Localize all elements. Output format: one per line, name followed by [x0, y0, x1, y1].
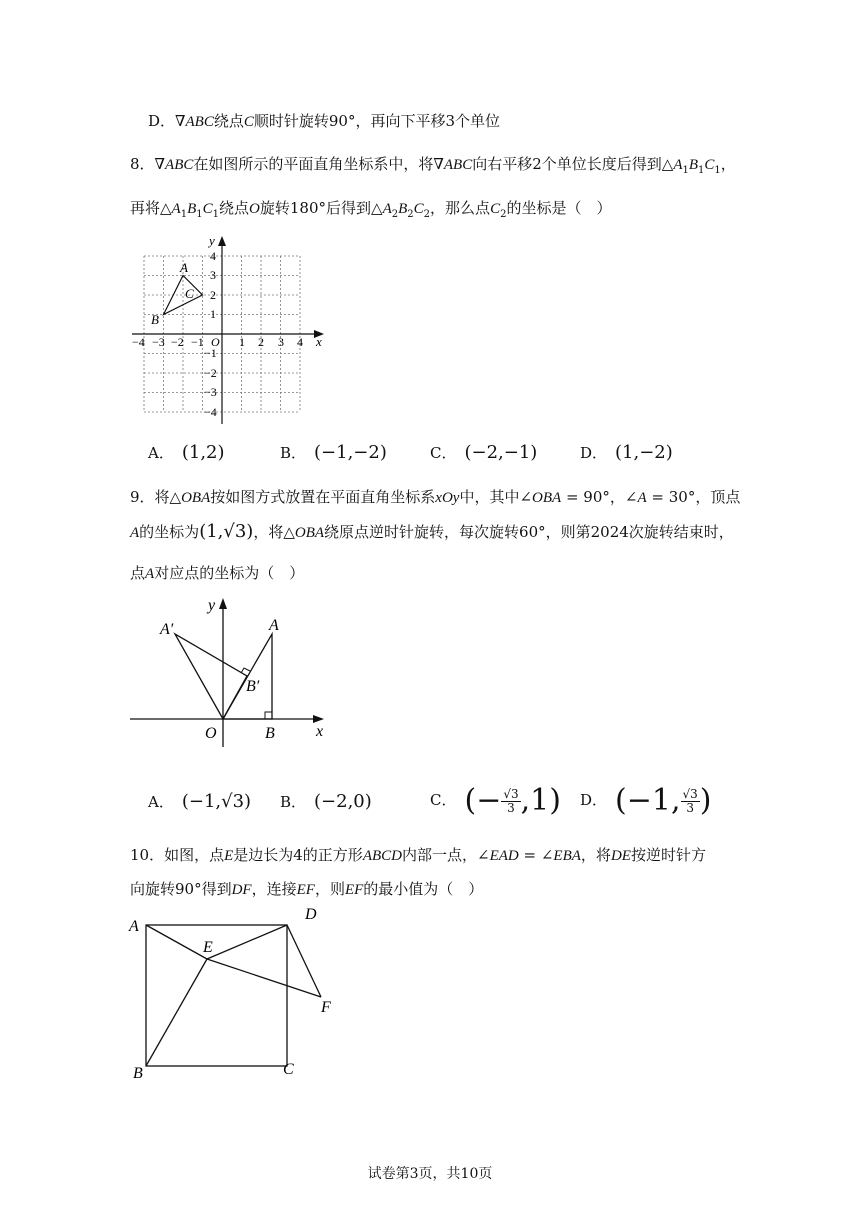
- svg-text:4: 4: [210, 249, 216, 263]
- q8-option-c[interactable]: C． (−2,−1): [430, 442, 538, 463]
- q10-square-graph: [125, 905, 350, 1085]
- q9-option-c[interactable]: C． (− $\frac{√3}{3}$ ,1): [430, 783, 561, 818]
- q8-option-d[interactable]: D． (1,−2): [580, 442, 673, 463]
- q9-stem-line3: 点A对应点的坐标为（ ）: [130, 564, 305, 582]
- svg-text:1: 1: [210, 307, 216, 321]
- q10-segment-ae: [146, 925, 207, 959]
- q9-rotation-graph: [128, 592, 343, 747]
- q10-stem-line2: 向旋转90°得到DF，连接EF，则EF的最小值为（ ）: [130, 880, 484, 898]
- q9-option-b[interactable]: B． (−2,0): [280, 791, 372, 812]
- svg-text:−1: −1: [191, 335, 204, 349]
- q10-f-label: F: [321, 999, 331, 1016]
- q8-x-tick-labels: [132, 335, 303, 349]
- q8-x-label: x: [316, 334, 322, 349]
- svg-text:3: 3: [210, 268, 216, 282]
- svg-text:2: 2: [258, 335, 264, 349]
- q10-segment-ef: [207, 959, 321, 997]
- q9-stem-line1: 9．将△OBA按如图方式放置在平面直角坐标系xOy中，其中∠OBA = 90°，∠A = 30°，顶点: [130, 488, 741, 506]
- svg-text:−3: −3: [152, 335, 165, 349]
- q9-right-angle-b: [265, 712, 272, 719]
- q8-y-arrow: [218, 236, 226, 246]
- q10-segment-de: [207, 925, 287, 959]
- svg-text:−3: −3: [204, 385, 217, 399]
- q9-b-label: B: [265, 725, 275, 742]
- q9-stem-line2: A的坐标为(1,√3)，将△OBA绕原点逆时针旋转，每次旋转60°，则第2024次旋转结束时，: [130, 521, 734, 542]
- q8-coordinate-graph: [128, 228, 338, 428]
- svg-text:−4: −4: [132, 335, 145, 349]
- q10-stem-line1: 10．如图，点E是边长为4的正方形ABCD内部一点，∠EAD = ∠EBA，将DE按逆时针方: [130, 846, 706, 864]
- q10-e-label: E: [203, 939, 213, 956]
- svg-text:−4: −4: [204, 405, 217, 419]
- q8-option-b[interactable]: B． (−1,−2): [280, 442, 387, 463]
- q10-d-label: D: [305, 906, 317, 923]
- q10-a-label: A: [129, 918, 139, 935]
- svg-text:4: 4: [297, 335, 303, 349]
- q9-x-label: x: [316, 723, 324, 740]
- q10-square-abcd: [146, 925, 287, 1066]
- q9-option-a[interactable]: A． (−1,√3): [148, 791, 252, 812]
- q9-option-d[interactable]: D． (−1, $\frac{√3}{3}$ ): [580, 783, 712, 818]
- q9-y-arrow: [219, 598, 227, 609]
- q9-a-prime-label: A′: [160, 621, 174, 638]
- q8-option-a[interactable]: A． (1,2): [148, 442, 225, 463]
- q7-option-d: D．∇ABC绕点C顺时针旋转90°，再向下平移3个单位: [148, 112, 501, 130]
- svg-text:−2: −2: [204, 366, 217, 380]
- q9-o-label: O: [205, 725, 217, 742]
- q10-segment-be: [146, 959, 207, 1066]
- q8-point-c-label: C: [185, 286, 194, 301]
- svg-text:O: O: [211, 335, 220, 349]
- page-footer: 试卷第3页，共10页: [367, 1166, 493, 1182]
- q10-segment-df: [287, 925, 321, 997]
- q10-c-label: C: [283, 1061, 294, 1078]
- svg-text:−2: −2: [171, 335, 184, 349]
- q9-y-label: y: [208, 597, 216, 614]
- svg-text:2: 2: [210, 288, 216, 302]
- q9-a-label: A: [269, 617, 279, 634]
- q8-y-label: y: [209, 233, 215, 248]
- q9-triangle-ob-prime-a-prime: [175, 634, 247, 719]
- q10-b-label: B: [133, 1065, 143, 1082]
- q9-b-prime-label: B′: [246, 678, 260, 695]
- q8-point-a-label: A: [180, 260, 188, 275]
- q8-point-b-label: B: [151, 312, 159, 327]
- svg-text:1: 1: [239, 335, 245, 349]
- q9-x-arrow: [313, 715, 324, 723]
- svg-text:3: 3: [278, 335, 284, 349]
- q8-stem-line1: 8．∇ABC在如图所示的平面直角坐标系中，将∇ABC向右平移2个单位长度后得到$\triangle A_1B_1C_1$，: [130, 155, 736, 176]
- q9-right-angle-b-prime: [241, 668, 250, 673]
- q8-stem-line2: 再将$\triangle A_1B_1C_1$绕点O旋转180°后得到$\triangle A_2B_2C_2$，那么点$C_2$的坐标是（ ）: [130, 199, 612, 220]
- svg-text:−1: −1: [204, 346, 217, 360]
